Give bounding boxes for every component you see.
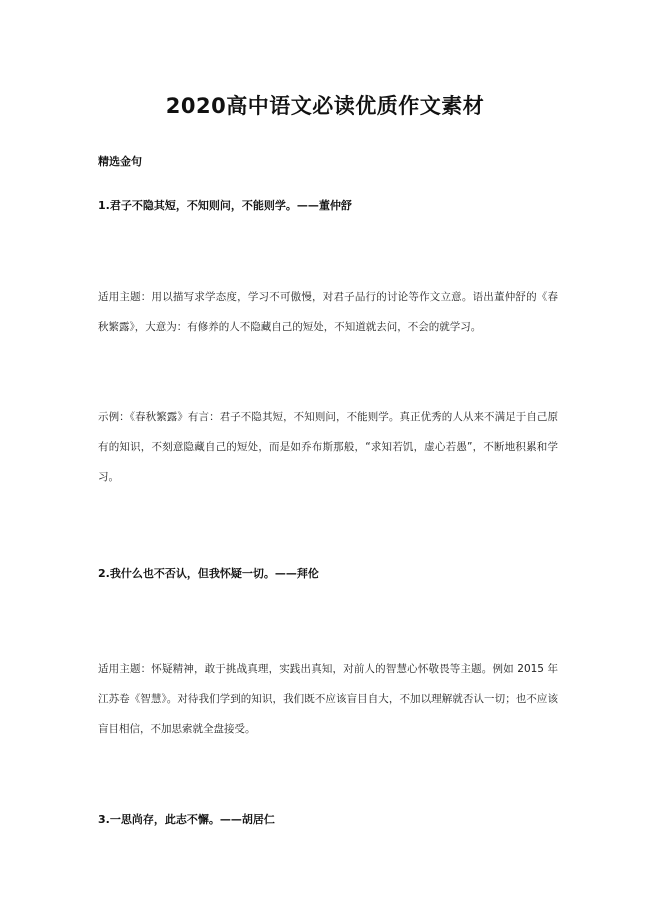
document-title: 2020高中语文必读优质作文素材	[165, 94, 485, 118]
usage-paragraph-1: 适用主题：用以描写求学态度，学习不可傲慢，对君子品行的讨论等作文立意。语出董仲舒的《春秋繁露》，大意为：有修养的人不隐藏自己的短处，不知道就去问，不会的就学习。	[98, 291, 558, 333]
section-label: 精选金句	[98, 155, 142, 168]
quote-heading-1: 1.君子不隐其短，不知则问，不能则学。——董仲舒	[98, 199, 352, 212]
quote-heading-2: 2.我什么也不否认，但我怀疑一切。——拜伦	[98, 567, 319, 580]
quote-heading-3: 3.一思尚存，此志不懈。——胡居仁	[98, 813, 275, 826]
example-paragraph-1: 示例：《春秋繁露》有言：君子不隐其短，不知则问，不能则学。真正优秀的人从来不满足于自己原有的知识，不刻意隐藏自己的短处，而是如乔布斯那般，“求知若饥，虚心若愚”，不断地积累和学习。	[98, 411, 558, 483]
usage-paragraph-2: 适用主题：怀疑精神，敢于挑战真理，实践出真知，对前人的智慧心怀敬畏等主题。例如 2015 年江苏卷《智慧》。对待我们学到的知识，我们既不应该盲目自大，不加以理解就否认一切；也不应该盲目相信，不加思索就全盘接受。	[98, 663, 558, 735]
